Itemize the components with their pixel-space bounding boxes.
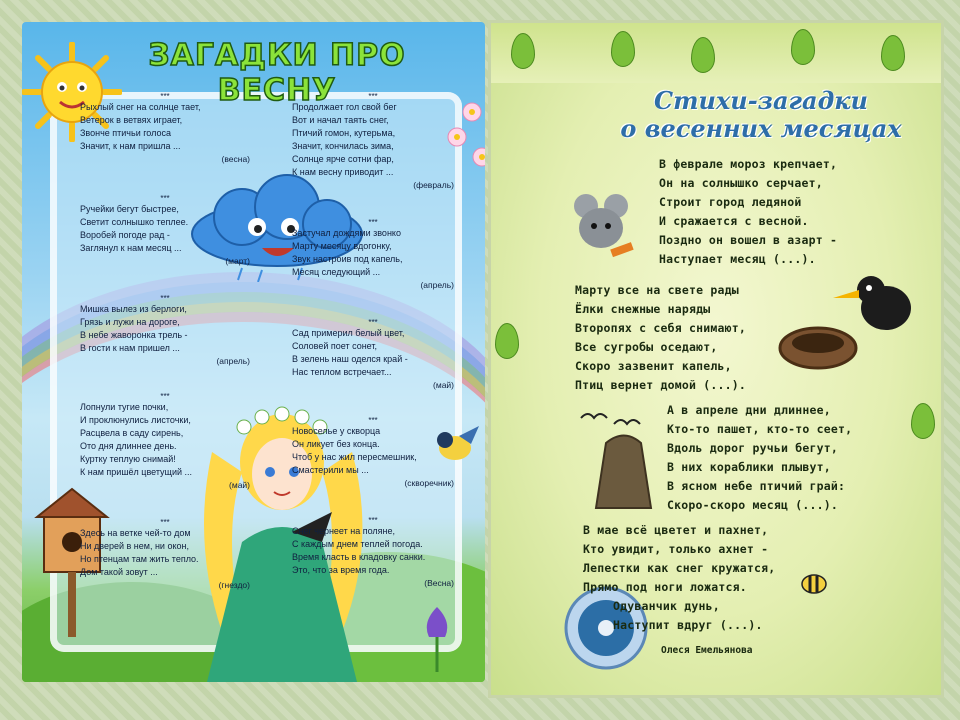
- poem-line: Кто-то пашет, кто-то сеет,: [667, 422, 853, 436]
- riddle-line: С каждым днем теплей погода.: [292, 539, 423, 549]
- riddle-line: Звук настроив под капель,: [292, 254, 403, 264]
- leaf-icon: [611, 31, 635, 67]
- riddle-line: Значит, к нам пришла ...: [80, 141, 181, 151]
- riddle-answer: (весна): [221, 154, 250, 164]
- riddle-line: В небе жаворонка трель -: [80, 330, 188, 340]
- riddle-answer: (март): [225, 256, 250, 266]
- separator: ***: [160, 92, 170, 101]
- poem-line: В них кораблики плывут,: [667, 460, 831, 474]
- poem-line: Вдоль дорог ручьи бегут,: [667, 441, 838, 455]
- poem-line: Одуванчик дунь,: [613, 599, 720, 613]
- separator: ***: [160, 194, 170, 203]
- leaf-icon: [495, 323, 519, 359]
- riddle-line: Рыхлый снег на солнце тает,: [80, 102, 201, 112]
- riddle-line: Дом такой зовут ...: [80, 567, 158, 577]
- riddle-line: Смастерили мы ...: [292, 465, 369, 475]
- poem-line: Второпях с себя снимают,: [575, 321, 746, 335]
- separator: ***: [368, 516, 378, 525]
- riddle-line: Новоселье у скворца: [292, 426, 381, 436]
- poem-stanza: [575, 281, 746, 395]
- poem-line: В мае всё цветет и пахнет,: [583, 523, 769, 537]
- riddle-line: Светит солнышко теплее.: [80, 217, 189, 227]
- riddle-line: Он ликует без конца.: [292, 439, 380, 449]
- author-name: Олеся Емельянова: [661, 645, 753, 656]
- leaf-icon: [511, 33, 535, 69]
- riddle-line: Значит, кончилась зима,: [292, 141, 394, 151]
- riddle-line: Застучал дождями звонко: [292, 228, 401, 238]
- poem-stanza: [659, 155, 837, 269]
- separator: ***: [160, 294, 170, 303]
- riddle-line: Заглянул к нам месяц ...: [80, 243, 182, 253]
- bee-icon: [796, 568, 831, 598]
- poem-line: Наступит вдруг (...).: [613, 618, 763, 632]
- poem-line: А в апреле дни длиннее,: [667, 403, 831, 417]
- riddle-line: Мишка вылез из берлоги,: [80, 304, 187, 314]
- poem-line: В феврале мороз крепчает,: [659, 157, 838, 171]
- poem-line: Строит город ледяной: [659, 195, 802, 209]
- riddle-answer: (май): [433, 380, 454, 390]
- left-poster: [22, 22, 485, 682]
- poem-line: Лепестки как снег кружатся,: [583, 561, 776, 575]
- riddle-answer: (май): [229, 480, 250, 490]
- riddle-line: Вот и начал таять снег,: [292, 115, 389, 125]
- riddle-line: Это, что за время года.: [292, 565, 390, 575]
- riddle-line: В зелень наш оделся край -: [292, 354, 408, 364]
- riddle-answer: (февраль): [413, 180, 454, 190]
- poem-line: Скоро зазвенит капель,: [575, 359, 732, 373]
- riddle: [292, 516, 454, 590]
- sack-icon: [586, 428, 661, 513]
- riddle-line: Снег чернеет на поляне,: [292, 526, 396, 536]
- riddle: [80, 194, 250, 268]
- riddle-line: Расцвела в саду сирень,: [80, 428, 184, 438]
- riddle: [292, 318, 454, 392]
- leaf-icon: [911, 403, 935, 439]
- poem-line: Прямо под ноги ложатся.: [583, 580, 747, 594]
- riddle-line: Ветерок в ветвях играет,: [80, 115, 183, 125]
- title-line: о весенних месяцах: [620, 114, 902, 143]
- poem-line: Птиц вернет домой (...).: [575, 378, 746, 392]
- riddle-line: Птичий гомон, кутерьма,: [292, 128, 396, 138]
- page-title: ЗАГАДКИ ПРО ВЕСНУ: [148, 38, 406, 108]
- separator: ***: [160, 392, 170, 401]
- riddle-line: Здесь на ветке чей-то дом: [80, 528, 191, 538]
- poem-stanza: [667, 401, 852, 515]
- riddle-line: Куртку теплую снимай!: [80, 454, 176, 464]
- poem-line: И сражается с весной.: [659, 214, 809, 228]
- poem-line: Скоро-скоро месяц (...).: [667, 498, 838, 512]
- right-poster: [488, 20, 944, 698]
- riddle-line: Грязь и лужи на дороге,: [80, 317, 180, 327]
- separator: ***: [368, 92, 378, 101]
- vine-border: [491, 23, 941, 83]
- separator: ***: [368, 218, 378, 227]
- riddle-line: Ручейки бегут быстрее,: [80, 204, 179, 214]
- riddle-answer: (Весна): [424, 578, 454, 588]
- riddle-line: Но птенцам там жить тепло.: [80, 554, 199, 564]
- nest-icon: [776, 313, 861, 373]
- riddle-line: К нам весну приводит ...: [292, 167, 394, 177]
- riddle-line: К нам пришёл цветущий ...: [80, 467, 193, 477]
- riddle: [292, 92, 454, 192]
- riddle: [80, 92, 250, 166]
- poem-stanza: [583, 521, 775, 635]
- riddle: [80, 294, 250, 368]
- leaf-icon: [881, 35, 905, 71]
- poem-line: Ёлки снежные наряды: [575, 302, 711, 316]
- poem-line: Наступает месяц (...).: [659, 252, 816, 266]
- poem-line: Он на солнышко серчает,: [659, 176, 823, 190]
- poem-line: Поздно он вошел в азарт -: [659, 233, 838, 247]
- riddle-line: В гости к нам пришел ...: [80, 343, 180, 353]
- poem-line: Кто увидит, только ахнет -: [583, 542, 769, 556]
- riddle-line: Воробей погоде рад -: [80, 230, 170, 240]
- leaf-icon: [691, 37, 715, 73]
- riddle-answer: (скворечник): [404, 478, 454, 488]
- poem-line: Все сугробы оседают,: [575, 340, 718, 354]
- riddle-line: Продолжает гол свой бег: [292, 102, 397, 112]
- riddle-line: Марту месяцу вдогонку,: [292, 241, 392, 251]
- riddle-line: Сад примерил белый цвет,: [292, 328, 405, 338]
- crocus-icon: [417, 602, 457, 672]
- page-title: [611, 87, 911, 143]
- riddle: [80, 518, 250, 592]
- riddle: [292, 218, 454, 292]
- riddle-line: Нас теплом встречает...: [292, 367, 392, 377]
- riddle-line: Месяц следующий ...: [292, 267, 381, 277]
- riddle: [80, 392, 250, 492]
- poem-line: Марту все на свете рады: [575, 283, 739, 297]
- title-line: Стихи-загадки: [654, 86, 868, 115]
- separator: ***: [160, 518, 170, 527]
- riddle-answer: (гнездо): [218, 580, 250, 590]
- riddle-line: Звонче птичьи голоса: [80, 128, 171, 138]
- riddle: [292, 416, 454, 490]
- riddle-line: Соловей поет сонет,: [292, 341, 377, 351]
- poem-line: В ясном небе птичий грай:: [667, 479, 846, 493]
- riddle-line: И проклюнулись листочки,: [80, 415, 191, 425]
- separator: ***: [368, 416, 378, 425]
- riddle-line: Солнце ярче сотни фар,: [292, 154, 394, 164]
- mouse-icon: [561, 188, 641, 263]
- riddle-line: Ото дня длиннее день.: [80, 441, 177, 451]
- leaf-icon: [791, 29, 815, 65]
- riddle-answer: (апрель): [216, 356, 250, 366]
- riddle-line: Ни дверей в нем, ни окон,: [80, 541, 189, 551]
- riddle-line: Время класть в кладовку санки.: [292, 552, 426, 562]
- separator: ***: [368, 318, 378, 327]
- riddle-line: Чтоб у нас жил пересмешник,: [292, 452, 417, 462]
- riddle-line: Лопнули тугие почки,: [80, 402, 169, 412]
- riddle-answer: (апрель): [420, 280, 454, 290]
